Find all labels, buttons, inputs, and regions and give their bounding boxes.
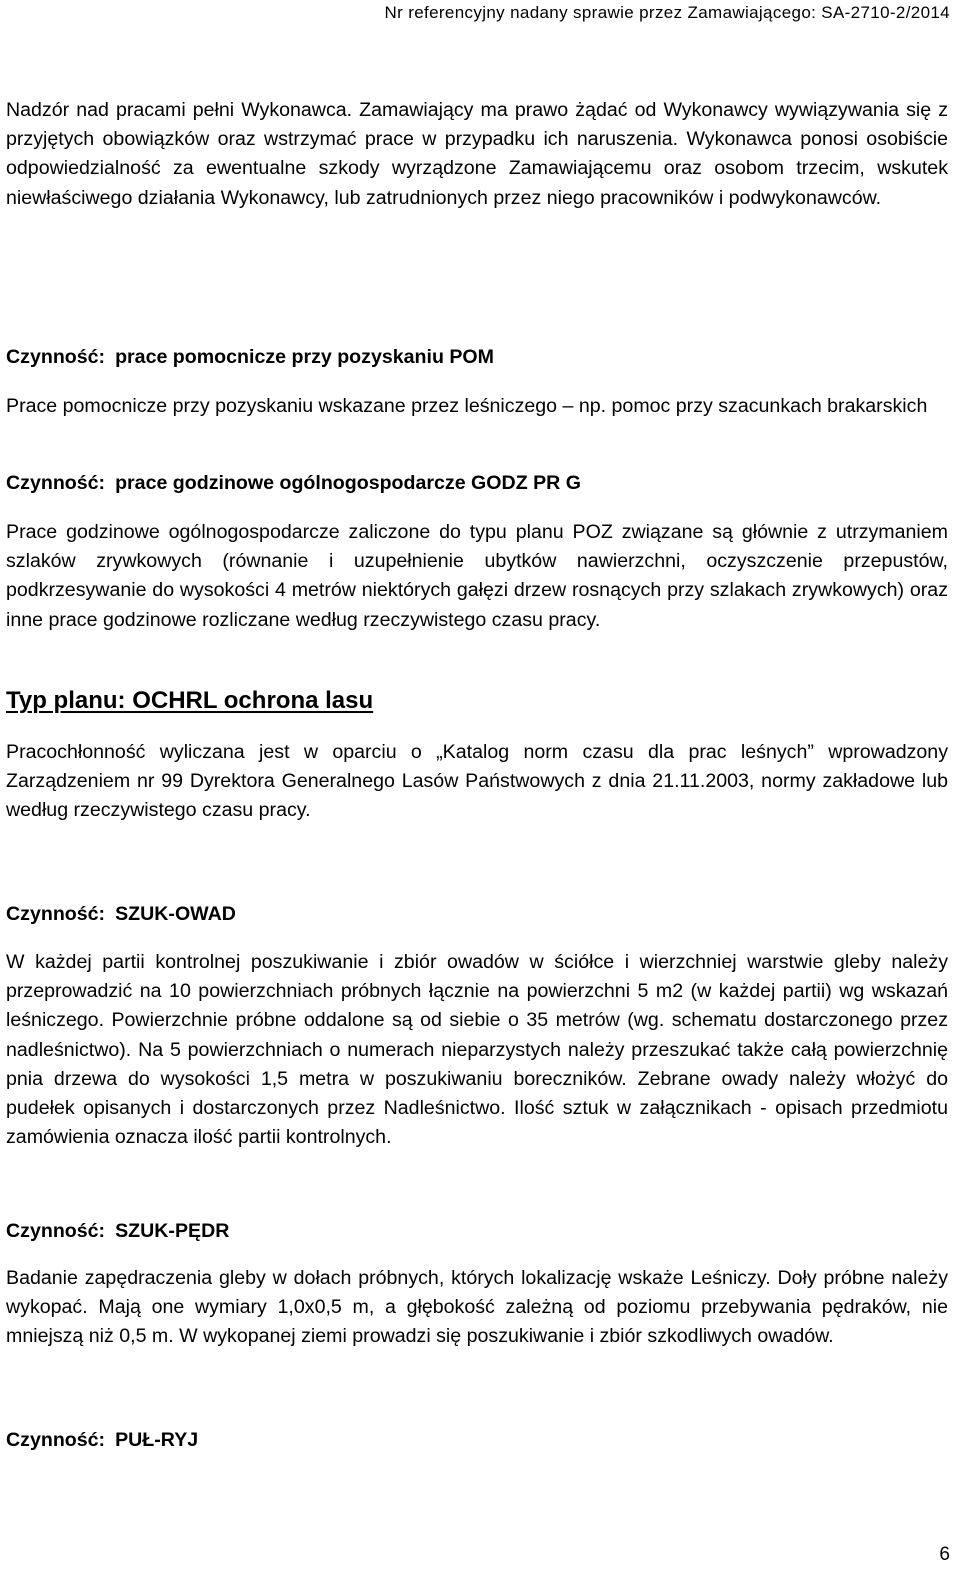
section-paragraph: Prace godzinowe ogólnogospodarcze zaliczone do typu planu POZ związane są głównie z utrzymaniem szlaków zrywkowych (równanie i uzupełnienie ubytków nawierzchni, oczyszczenie przepustów, podkrzesywanie do wysokości 4 metrów niektórych gałęzi drzew rosnących przy szlakach zrywkowych) oraz inne prace godzinowe rozliczane według rzeczywistego czasu pracy. — [6, 521, 948, 631]
activity-szuk-owad — [6, 900, 948, 929]
activity-pul-ryj — [6, 1426, 948, 1455]
activity-szuk-owad-body — [6, 948, 948, 1152]
heading-label: Czynność: — [6, 903, 106, 925]
section-pom — [6, 343, 948, 372]
heading-label: Czynność: — [6, 1220, 106, 1242]
section-heading — [6, 343, 948, 372]
activity-szuk-pedr-body — [6, 1264, 948, 1352]
heading-title: PUŁ-RYJ — [115, 1429, 199, 1451]
heading-label: Czynność: — [6, 1429, 106, 1451]
activity-heading — [6, 1426, 948, 1455]
plan-heading: Typ planu: OCHRL ochrona lasu — [6, 687, 374, 714]
activity-paragraph: W każdej partii kontrolnej poszukiwanie i zbiór owadów w ściółce i wierzchniej warstwie gleby należy przeprowadzić na 10 powierzchniach próbnych łącznie na powierzchni 5 m2 (w każdej partii) wg wskazań leśniczego. Powierzchnie próbne oddalone są od siebie o 35 metrów (wg. schematu dostarczonego przez nadleśnictwo). Na 5 powierzchniach o numerach nieparzystych należy przeszukać także całą powierzchnię pnia drzewa do wysokości 1,5 metra w poszukiwaniu boreczników. Zebrane owady należy włożyć do pudełek opisanych i dostarczonych przez Nadleśnictwo. Ilość sztuk w załącznikach - opisach przedmiotu zamówienia oznacza ilość partii kontrolnych. — [6, 951, 948, 1149]
activity-heading — [6, 900, 948, 929]
heading-label: Czynność: — [6, 346, 106, 368]
section-paragraph: Prace pomocnicze przy pozyskaniu wskazane przez leśniczego – np. pomoc przy szacunkach brakarskich — [6, 395, 928, 417]
plan-section — [6, 685, 948, 717]
activity-szuk-pedr — [6, 1217, 948, 1246]
section-heading — [6, 469, 948, 498]
heading-title: prace pomocnicze przy pozyskaniu POM — [115, 346, 494, 368]
page-number: 6 — [939, 1544, 950, 1565]
activity-heading — [6, 1217, 948, 1246]
intro-block — [6, 96, 948, 213]
activity-paragraph: Badanie zapędraczenia gleby w dołach próbnych, których lokalizację wskaże Leśniczy. Doły próbne należy wykopać. Mają one wymiary 1,0x0,5 m, a głębokość zależną od poziomu przebywania pędraków, nie mniejszą niż 0,5 m. W wykopanej ziemi prowadzi się poszukiwanie i zbiór szkodliwych owadów. — [6, 1267, 948, 1348]
plan-body — [6, 738, 948, 826]
section-godz — [6, 469, 948, 498]
heading-title: SZUK-PĘDR — [115, 1220, 230, 1242]
plan-paragraph: Pracochłonność wyliczana jest w oparciu o „Katalog norm czasu dla prac leśnych” wprowadzony Zarządzeniem nr 99 Dyrektora Generalnego Lasów Państwowych z dnia 21.11.2003, normy zakładowe lub według rzeczywistego czasu pracy. — [6, 741, 948, 822]
section-godz-body — [6, 518, 948, 635]
heading-title: prace godzinowe ogólnogospodarcze GODZ PR G — [115, 472, 582, 494]
section-pom-body — [6, 392, 948, 421]
intro-paragraph: Nadzór nad pracami pełni Wykonawca. Zamawiający ma prawo żądać od Wykonawcy wywiązywania się z przyjętych obowiązków oraz wstrzymać prace w przypadku ich naruszenia. Wykonawca ponosi osobiście odpowiedzialność za ewentualne szkody wyrządzone Zamawiającemu oraz osobom trzecim, wskutek niewłaściwego działania Wykonawcy, lub zatrudnionych przez niego pracowników i podwykonawców. — [6, 99, 948, 209]
heading-title: SZUK-OWAD — [115, 903, 236, 925]
heading-label: Czynność: — [6, 472, 106, 494]
reference-header: Nr referencyjny nadany sprawie przez Zamawiającego: SA-2710-2/2014 — [384, 3, 950, 22]
